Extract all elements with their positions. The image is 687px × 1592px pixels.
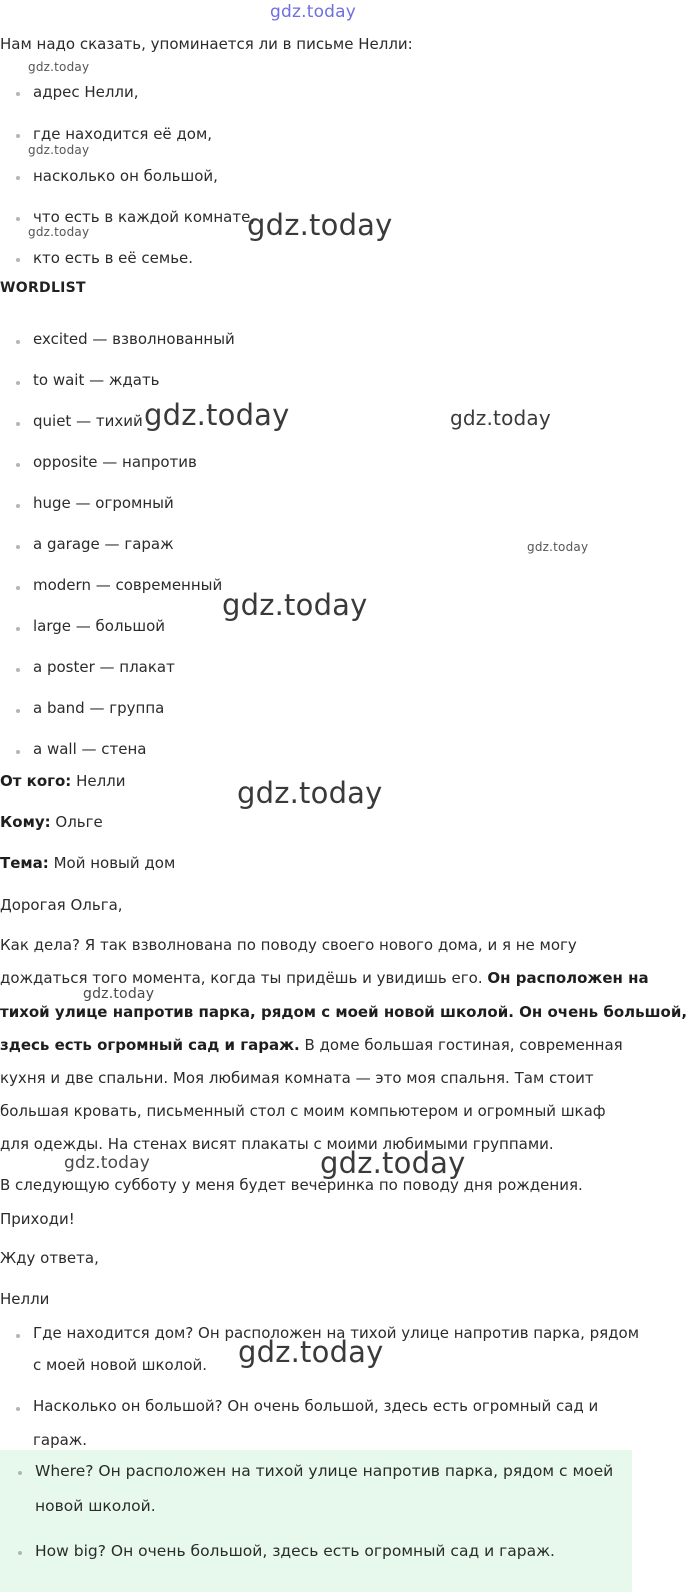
- signature: Нелли: [0, 1290, 50, 1308]
- bullet: [16, 134, 20, 138]
- party-line: В следующую субботу у меня будет вечеринка по поводу дня рождения.: [0, 1176, 583, 1194]
- wordlist-item: large — большой: [33, 617, 166, 635]
- wordlist-item: to wait — ждать: [33, 371, 160, 389]
- watermark: gdz.today: [64, 1153, 151, 1173]
- watermark: gdz.today: [28, 225, 90, 239]
- from-label: От кого:: [0, 772, 72, 790]
- bullet: [16, 709, 20, 713]
- wordlist-item: huge — огромный: [33, 494, 174, 512]
- watermark: gdz.today: [320, 1146, 466, 1180]
- bullet: [18, 1551, 22, 1555]
- letter-body-run: дождаться того момента, когда ты придёшь и увидишь его.: [0, 969, 488, 987]
- watermark: gdz.today: [144, 398, 290, 432]
- letter-body-run: кухня и две спальни. Моя любимая комната — это моя спальня. Там стоит: [0, 1069, 594, 1087]
- checklist-item: адрес Нелли,: [33, 83, 139, 101]
- letter-body-run: Как дела? Я так взволнована по поводу своего нового дома, и я не могу: [0, 936, 577, 954]
- bullet: [16, 258, 20, 262]
- bullet: [16, 176, 20, 180]
- top-logo-watermark: gdz.today: [270, 2, 357, 22]
- subject-label: Тема:: [0, 854, 49, 872]
- watermark: gdz.today: [237, 776, 383, 810]
- bullet: [16, 1407, 20, 1411]
- bullet: [16, 92, 20, 96]
- checklist-item: насколько он большой,: [33, 167, 218, 185]
- bullet: [16, 340, 20, 344]
- letter-body-line: [0, 1035, 623, 1055]
- checklist-item: где находится её дом,: [33, 125, 213, 143]
- wordlist-item: a wall — стена: [33, 740, 147, 758]
- answer-line: гараж.: [33, 1431, 88, 1449]
- answer-line: Где находится дом? Он расположен на тихой улице напротив парка, рядом: [33, 1324, 640, 1342]
- letter-to: [0, 812, 103, 832]
- letter-body-bold-run: Он расположен на: [487, 969, 649, 987]
- wordlist-item: opposite — напротив: [33, 453, 197, 471]
- to-label: Кому:: [0, 813, 51, 831]
- watermark: gdz.today: [28, 143, 90, 157]
- watermark: gdz.today: [527, 540, 589, 554]
- letter-body-run: для одежды. На стенах висят плакаты с моими любимыми группами.: [0, 1135, 554, 1153]
- subject-value: Мой новый дом: [53, 854, 176, 872]
- watermark: gdz.today: [222, 588, 368, 622]
- bullet: [16, 381, 20, 385]
- summary-line: новой школой.: [35, 1497, 156, 1515]
- bullet: [16, 1334, 20, 1338]
- bullet: [16, 586, 20, 590]
- closing-line: Жду ответа,: [0, 1249, 99, 1267]
- wordlist-item: excited — взволнованный: [33, 330, 235, 348]
- letter-from: [0, 771, 126, 791]
- watermark: gdz.today: [238, 1335, 384, 1369]
- letter-body-bold-run: тихой улице напротив парка, рядом с моей новой школой. Он очень большой,: [0, 1003, 687, 1021]
- watermark: gdz.today: [28, 60, 90, 74]
- letter-greeting: Дорогая Ольга,: [0, 896, 123, 914]
- summary-line: Where? Он расположен на тихой улице напротив парка, рядом с моей: [35, 1462, 614, 1480]
- bullet: [16, 750, 20, 754]
- letter-body-line: [0, 1101, 606, 1121]
- summary-line: How big? Он очень большой, здесь есть огромный сад и гараж.: [35, 1542, 555, 1560]
- bullet: [16, 668, 20, 672]
- letter-subject: [0, 853, 175, 873]
- checklist-item: кто есть в её семье.: [33, 249, 194, 267]
- bullet: [18, 1471, 22, 1475]
- from-value: Нелли: [76, 772, 126, 790]
- wordlist-heading: WORDLIST: [0, 280, 86, 296]
- intro-text: Нам надо сказать, упоминается ли в письме Нелли:: [0, 35, 413, 53]
- wordlist-item: modern — современный: [33, 576, 223, 594]
- answer-line: Насколько он большой? Он очень большой, здесь есть огромный сад и: [33, 1397, 599, 1415]
- wordlist-item: quiet — тихий: [33, 412, 143, 430]
- letter-body-run: большая кровать, письменный стол с моим компьютером и огромный шкаф: [0, 1102, 606, 1120]
- letter-body-line: [0, 935, 577, 955]
- bullet: [16, 627, 20, 631]
- letter-body-run: В доме большая гостиная, современная: [299, 1036, 623, 1054]
- letter-body-line: [0, 1134, 554, 1154]
- letter-body-line: [0, 968, 649, 988]
- invite-line: Приходи!: [0, 1210, 75, 1228]
- wordlist-item: a poster — плакат: [33, 658, 175, 676]
- answer-line: с моей новой школой.: [33, 1356, 208, 1374]
- checklist-item: что есть в каждой комнате,: [33, 208, 256, 226]
- watermark: gdz.today: [83, 986, 155, 1002]
- wordlist-item: a garage — гараж: [33, 535, 174, 553]
- watermark: gdz.today: [450, 406, 551, 430]
- bullet: [16, 504, 20, 508]
- letter-body-line: [0, 1068, 594, 1088]
- bullet: [16, 422, 20, 426]
- bullet: [16, 217, 20, 221]
- wordlist-item: a band — группа: [33, 699, 165, 717]
- bullet: [16, 545, 20, 549]
- bullet: [16, 463, 20, 467]
- to-value: Ольге: [55, 813, 103, 831]
- letter-body-bold-run: здесь есть огромный сад и гараж.: [0, 1036, 300, 1054]
- letter-body-line: [0, 1002, 687, 1022]
- watermark: gdz.today: [247, 208, 393, 242]
